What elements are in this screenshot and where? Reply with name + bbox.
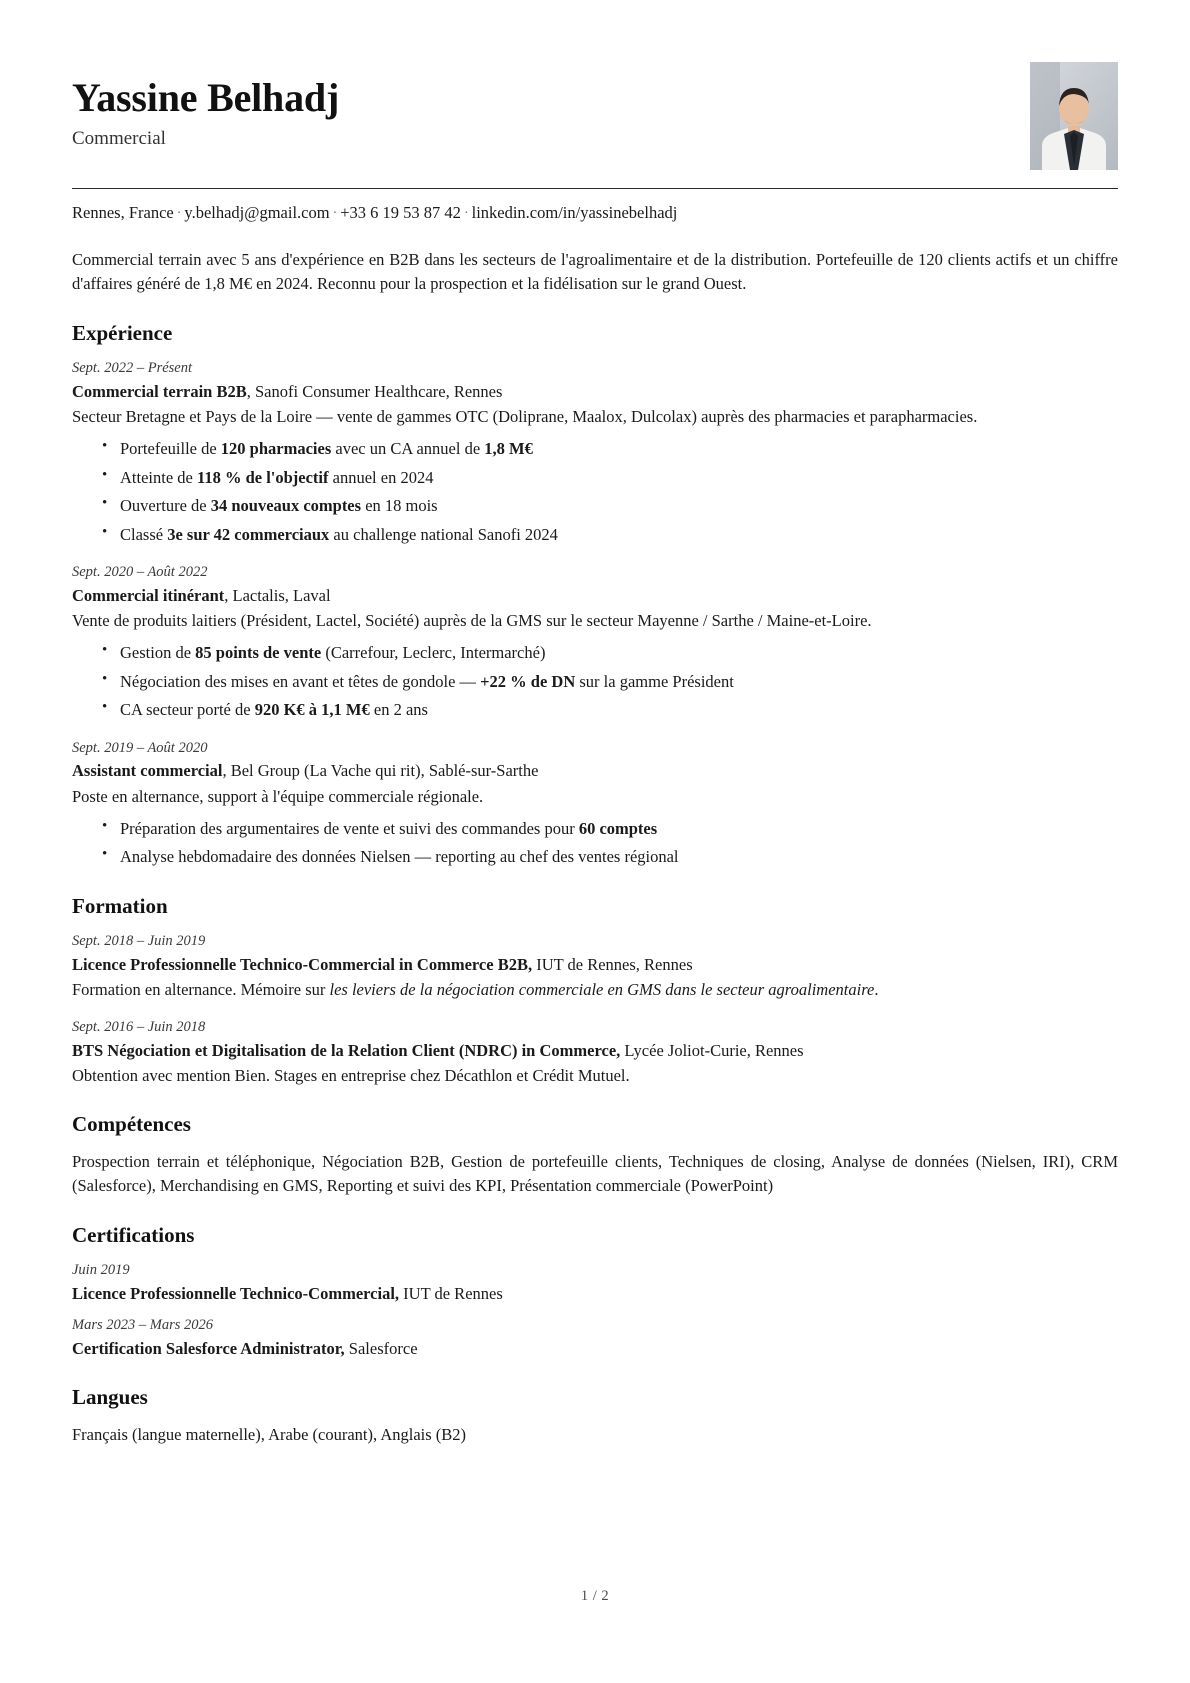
entry-description xyxy=(72,978,1118,1001)
entry-organization: IUT de Rennes xyxy=(399,1283,503,1303)
entry xyxy=(72,932,1118,1001)
entry-date: Sept. 2018 – Juin 2019 xyxy=(72,932,206,949)
entry-description: Secteur Bretagne et Pays de la Loire — vente de gammes OTC (Doliprane, Maalox, Dulcolax) auprès des pharmacies et parapharmacies. xyxy=(72,407,978,427)
bullet-item xyxy=(102,817,1118,845)
section-experience xyxy=(72,322,1118,869)
text-run: . xyxy=(874,979,879,999)
bullet-item xyxy=(102,437,1118,465)
entry xyxy=(72,359,1118,546)
entry-organization: , Bel Group (La Vache qui rit), Sablé-sur-Sarthe xyxy=(222,761,539,781)
header-identity xyxy=(72,62,339,151)
entry-heading xyxy=(72,1040,1118,1062)
text-run: Ouverture de xyxy=(120,496,211,516)
candidate-headline: Commercial xyxy=(72,128,166,149)
page-indicator: 1 / 2 xyxy=(580,1588,610,1604)
section-langues xyxy=(72,1386,1118,1447)
text-run: Atteinte de xyxy=(120,467,197,487)
bullet-item xyxy=(102,523,1118,546)
entry-heading xyxy=(72,1283,1118,1305)
header-divider xyxy=(72,188,1118,189)
emphasis-bold: 60 comptes xyxy=(578,818,658,838)
text-run: Négociation des mises en avant et têtes de gondole — xyxy=(120,671,481,691)
bullet-item xyxy=(102,845,1118,868)
entry-role: Commercial itinérant xyxy=(72,585,225,605)
section-title-competences: Compétences xyxy=(72,1112,191,1137)
entry-role: BTS Négociation et Digitalisation de la Relation Client (NDRC) in Commerce, xyxy=(72,1040,621,1060)
contact-email[interactable]: y.belhadj@gmail.com xyxy=(184,203,330,222)
entry-bullet-list xyxy=(72,817,1118,869)
text-run: (Carrefour, Leclerc, Intermarché) xyxy=(321,643,546,663)
entry-organization: , Sanofi Consumer Healthcare, Rennes xyxy=(246,382,503,402)
emphasis-bold: 3e sur 42 commerciaux xyxy=(167,524,330,544)
emphasis-bold: 920 K€ à 1,1 M€ xyxy=(254,700,370,720)
entry xyxy=(72,739,1118,869)
text-run: en 18 mois xyxy=(361,496,438,516)
entry-heading xyxy=(72,381,1118,403)
bullet-item xyxy=(102,698,1118,721)
langues-body: Français (langue maternelle), Arabe (courant), Anglais (B2) xyxy=(72,1425,467,1445)
text-run: Préparation des argumentaires de vente et suivi des commandes pour xyxy=(120,818,579,838)
entry-description: Poste en alternance, support à l'équipe commerciale régionale. xyxy=(72,786,484,806)
entry-date: Juin 2019 xyxy=(72,1262,130,1279)
text-run: Classé xyxy=(120,524,168,544)
contact-location: Rennes, France xyxy=(72,203,174,222)
text-run: Formation en alternance. Mémoire sur xyxy=(72,979,330,999)
emphasis-bold: 118 % de l'objectif xyxy=(196,467,329,487)
entry-heading xyxy=(72,760,1118,782)
entry-organization: Salesforce xyxy=(344,1339,418,1359)
entry-date: Mars 2023 – Mars 2026 xyxy=(72,1317,213,1334)
text-run: en 2 ans xyxy=(369,700,428,720)
formation-entries xyxy=(72,932,1118,1087)
entry-role: Commercial terrain B2B xyxy=(72,382,247,402)
text-run: Portefeuille de xyxy=(120,439,221,459)
contact-separator: · xyxy=(332,206,338,221)
bullet-item xyxy=(102,494,1118,522)
certification-entries xyxy=(72,1261,1118,1360)
text-run: sur la gamme Président xyxy=(575,671,734,691)
entry-description: Vente de produits laitiers (Président, Lactel, Société) auprès de la GMS sur le secteur Mayenne / Sarthe / Maine-et-Loire. xyxy=(72,611,872,631)
entry xyxy=(72,563,1118,721)
emphasis-bold: 85 points de vente xyxy=(195,643,322,663)
text-run: avec un CA annuel de xyxy=(331,439,485,459)
section-title-langues: Langues xyxy=(72,1385,148,1410)
entry-description xyxy=(72,1064,1118,1087)
section-title-formation: Formation xyxy=(72,893,168,918)
text-run: au challenge national Sanofi 2024 xyxy=(329,524,558,544)
emphasis-italic: les leviers de la négociation commerciale en GMS dans le secteur agroalimentaire xyxy=(329,979,875,999)
profile-photo-image xyxy=(1030,62,1118,170)
section-title-certifications: Certifications xyxy=(72,1223,195,1248)
text-run: CA secteur porté de xyxy=(120,700,255,720)
contact-separator: · xyxy=(463,206,469,221)
entry xyxy=(72,1261,1118,1305)
profile-photo xyxy=(1030,62,1118,170)
section-certifications xyxy=(72,1224,1118,1360)
bullet-item xyxy=(102,670,1118,698)
professional-summary: Commercial terrain avec 5 ans d'expérience en B2B dans les secteurs de l'agroalimentaire et de la distribution. Portefeuille de 120 clients actifs et un chiffre d'affaires généré de 1,8 M€ en 2024. Reconnu pour la prospection et la fidélisation sur le grand Ouest. xyxy=(72,250,1118,294)
section-formation xyxy=(72,895,1118,1088)
entry-heading xyxy=(72,1338,1118,1360)
competences-body: Prospection terrain et téléphonique, Négociation B2B, Gestion de portefeuille clients, Techniques de closing, Analyse de données (Nielsen, IRI), CRM (Salesforce), Merchandising en GMS, Reporting et suivi des KPI, Présentation commerciale (PowerPoint) xyxy=(72,1152,1118,1196)
text-run: Gestion de xyxy=(120,643,196,663)
entry-date: Sept. 2022 – Présent xyxy=(72,360,193,377)
entry xyxy=(72,1018,1118,1087)
entry-bullet-list xyxy=(72,641,1118,721)
entry xyxy=(72,1316,1118,1360)
entry-role: Licence Professionnelle Technico-Commercial in Commerce B2B, xyxy=(72,954,533,974)
entry-role: Licence Professionnelle Technico-Commercial, xyxy=(72,1283,400,1303)
text-run: Analyse hebdomadaire des données Nielsen — reporting au chef des ventes régional xyxy=(120,847,679,867)
emphasis-bold: +22 % de DN xyxy=(480,671,576,691)
entry-organization: , Lactalis, Laval xyxy=(224,585,331,605)
contact-line xyxy=(72,202,1118,224)
entry-date: Sept. 2020 – Août 2022 xyxy=(72,564,208,581)
bullet-item xyxy=(102,466,1118,494)
entry-date: Sept. 2016 – Juin 2018 xyxy=(72,1018,206,1035)
section-competences xyxy=(72,1113,1118,1198)
contact-phone[interactable]: +33 6 19 53 87 42 xyxy=(340,203,461,222)
text-run: Obtention avec mention Bien. Stages en entreprise chez Décathlon et Crédit Mutuel. xyxy=(72,1066,630,1086)
entry-organization: Lycée Joliot-Curie, Rennes xyxy=(620,1040,804,1060)
entry-date: Sept. 2019 – Août 2020 xyxy=(72,739,208,756)
entry-role: Assistant commercial xyxy=(72,761,223,781)
entry-heading xyxy=(72,585,1118,607)
contact-linkedin[interactable]: linkedin.com/in/yassinebelhadj xyxy=(471,203,678,222)
entry-heading xyxy=(72,954,1118,976)
emphasis-bold: 34 nouveaux comptes xyxy=(210,496,362,516)
emphasis-bold: 1,8 M€ xyxy=(484,439,533,459)
entry-organization: IUT de Rennes, Rennes xyxy=(532,954,693,974)
entry-role: Certification Salesforce Administrator, xyxy=(72,1339,345,1359)
section-title-experience: Expérience xyxy=(72,321,173,346)
entry-bullet-list xyxy=(72,437,1118,546)
emphasis-bold: 120 pharmacies xyxy=(220,439,332,459)
experience-entries xyxy=(72,359,1118,868)
page-footer xyxy=(0,1588,1190,1605)
text-run: annuel en 2024 xyxy=(328,467,434,487)
resume-header xyxy=(72,62,1118,170)
bullet-item xyxy=(102,641,1118,669)
contact-separator: · xyxy=(176,206,182,221)
candidate-name: Yassine Belhadj xyxy=(72,75,340,120)
